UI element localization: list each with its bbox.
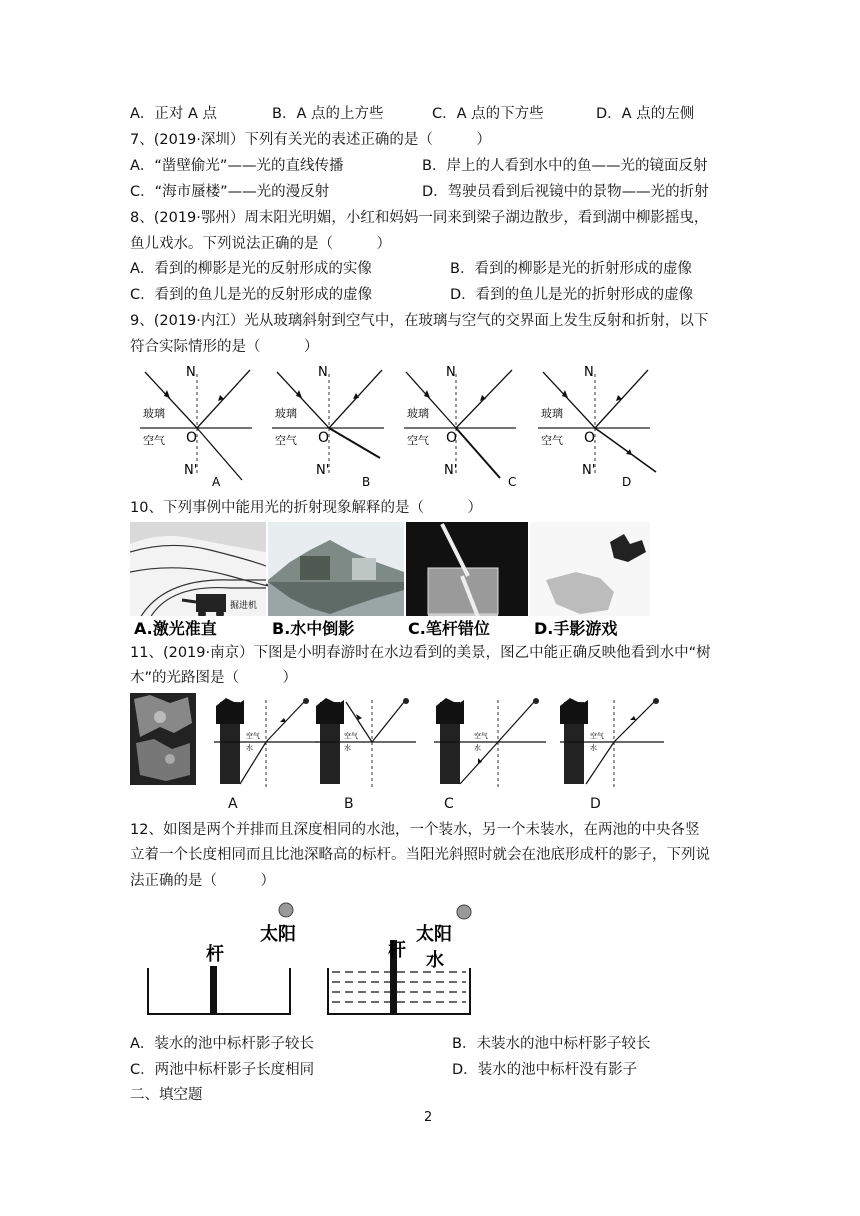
n-label: N — [446, 365, 456, 380]
o-label: O — [318, 430, 330, 446]
q12-stem-line3: 法正确的是（ ） — [130, 873, 275, 889]
air-label: 空气 — [143, 434, 165, 447]
water-label: 水 — [426, 950, 444, 971]
water-label: 水 — [590, 744, 597, 752]
q8-option-c: C．看到的鱼儿是光的反射形成的虚像 — [130, 287, 373, 303]
q10-photo-strip — [130, 522, 650, 642]
q7-option-a: A．“凿壁偷光”——光的直线传播 — [130, 158, 344, 174]
figure-letter: D — [622, 475, 632, 489]
q11-letter-b: B — [344, 796, 354, 812]
q8-option-d: D．看到的鱼儿是光的折射形成的虚像 — [450, 287, 694, 303]
q8-option-b: B．看到的柳影是光的折射形成的虚像 — [450, 261, 692, 277]
caption-b: B.水中倒影 — [272, 619, 355, 638]
q8-option-a: A．看到的柳影是光的反射形成的实像 — [130, 261, 372, 277]
q11-letter-d: D — [590, 796, 601, 812]
q12-option-a: A．装水的池中标杆影子较长 — [130, 1036, 314, 1052]
n-prime-label: N' — [184, 463, 198, 478]
pole-label-left: 杆 — [206, 944, 224, 965]
figure-letter: C — [508, 475, 517, 489]
caption-c: C.笔杆错位 — [408, 619, 490, 638]
water-label: 水 — [344, 744, 351, 752]
pole-label-right: 杆 — [388, 940, 406, 961]
q6-option-d: D．A 点的左侧 — [596, 106, 695, 122]
q11-letter-c: C — [444, 796, 454, 812]
q9-diagram-d — [538, 362, 663, 496]
o-label: O — [186, 430, 198, 446]
q10-stem: 10、下列事例中能用光的折射现象解释的是（ ） — [130, 500, 482, 516]
glass-label: 玻璃 — [143, 407, 165, 420]
n-label: N — [186, 365, 196, 380]
q11-diagram-a — [214, 694, 318, 794]
glass-label: 玻璃 — [541, 407, 563, 420]
air-label: 空气 — [407, 434, 429, 447]
glass-label: 玻璃 — [407, 407, 429, 420]
air-label: 空气 — [590, 732, 604, 740]
q12-stem-line2: 立着一个长度相同而且比池深略高的标杆。当阳光斜照时就会在池底形成杆的影子，下列说 — [130, 847, 710, 863]
n-prime-label: N' — [444, 463, 458, 478]
q7-option-b: B．岸上的人看到水中的鱼——光的镜面反射 — [422, 158, 708, 174]
q9-stem-line2: 符合实际情形的是（ ） — [130, 339, 319, 355]
sun-label-right: 太阳 — [416, 924, 452, 945]
q11-diagram-c — [434, 694, 546, 794]
q7-option-d: D．驾驶员看到后视镜中的景物——光的折射 — [422, 184, 709, 200]
q9-diagram-c — [404, 362, 529, 496]
o-label: O — [446, 430, 458, 446]
water-label: 水 — [474, 744, 481, 752]
q11-diagram-b — [316, 694, 416, 794]
page-number: 2 — [424, 1110, 433, 1125]
q11-letter-a: A — [228, 796, 238, 812]
caption-d: D.手影游戏 — [534, 619, 618, 638]
air-label: 空气 — [344, 732, 358, 740]
section-heading: 二、填空题 — [130, 1087, 203, 1103]
q12-option-b: B．未装水的池中标杆影子较长 — [452, 1036, 651, 1052]
caption-a: A.激光准直 — [134, 619, 217, 638]
q11-stem-line1: 11、(2019·南京）下图是小明春游时在水边看到的美景，图乙中能正确反映他看到水中“树 — [130, 645, 711, 661]
figure-letter: A — [212, 475, 221, 489]
air-label: 空气 — [474, 732, 488, 740]
air-label: 空气 — [246, 732, 260, 740]
q12-option-c: C．两池中标杆影子长度相同 — [130, 1062, 315, 1078]
air-label: 空气 — [541, 434, 563, 447]
q12-option-d: D．装水的池中标杆没有影子 — [452, 1062, 638, 1078]
q12-stem-line1: 12、如图是两个并排而且深度相同的水池，一个装水，另一个未装水，在两池的中央各竖 — [130, 822, 700, 838]
q6-option-a: A．正对 A 点 — [130, 106, 218, 122]
n-prime-label: N' — [582, 463, 596, 478]
q11-diagram-d — [560, 694, 664, 794]
n-label: N — [318, 365, 328, 380]
glass-label: 玻璃 — [275, 407, 297, 420]
q7-option-c: C．“海市蜃楼”——光的漫反射 — [130, 184, 330, 200]
q12-diagram — [140, 898, 480, 1024]
q8-stem-line2: 鱼儿戏水。下列说法正确的是（ ） — [130, 236, 391, 252]
n-prime-label: N' — [316, 463, 330, 478]
q9-stem-line1: 9、(2019·内江）光从玻璃斜射到空气中，在玻璃与空气的交界面上发生反射和折射，以下 — [130, 313, 709, 329]
figure-letter: B — [362, 475, 371, 489]
q6-option-c: C．A 点的下方些 — [432, 106, 544, 122]
o-label: O — [584, 430, 596, 446]
q11-stem-line2: 木”的光路图是（ ） — [130, 670, 298, 686]
machine-label: 掘进机 — [230, 601, 258, 611]
q6-option-b: B．A 点的上方些 — [272, 106, 384, 122]
air-label: 空气 — [275, 434, 297, 447]
q11-photo — [130, 693, 196, 789]
water-label: 水 — [246, 744, 253, 752]
q9-diagram-b — [272, 362, 397, 496]
n-label: N — [584, 365, 594, 380]
q8-stem-line1: 8、(2019·鄂州）周末阳光明媚，小红和妈妈一同来到梁子湖边散步，看到湖中柳影摇曳， — [130, 210, 709, 226]
sun-label-left: 太阳 — [260, 924, 296, 945]
q7-stem: 7、(2019·深圳）下列有关光的表述正确的是（ ） — [130, 132, 491, 148]
q9-diagram-a — [140, 362, 265, 496]
